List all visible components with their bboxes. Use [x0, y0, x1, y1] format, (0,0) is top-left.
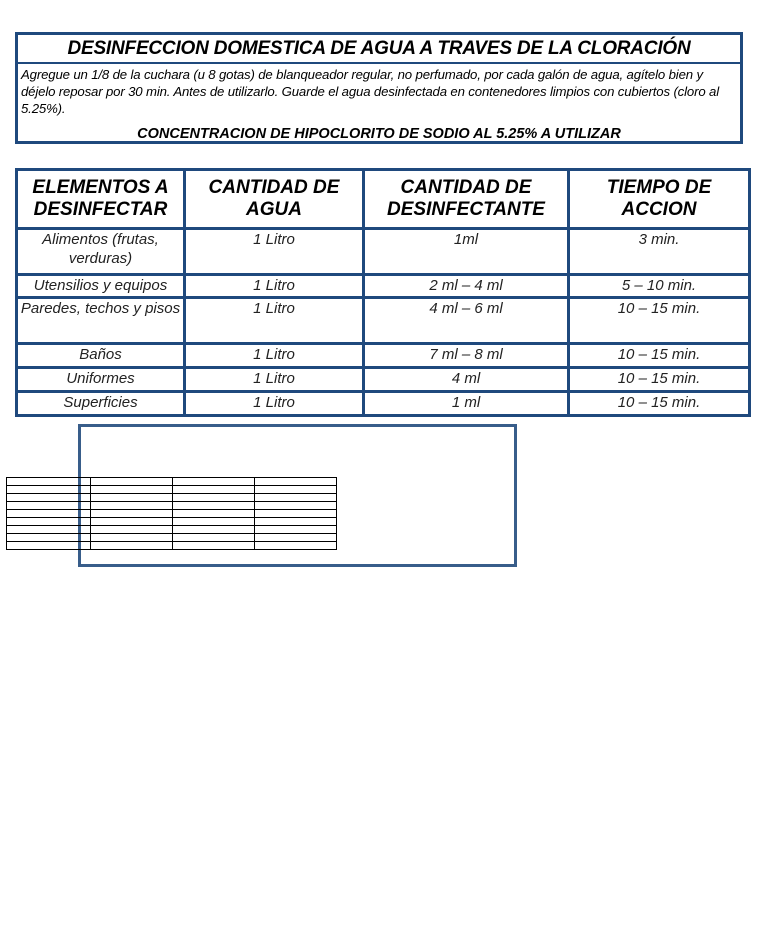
grid-cell — [7, 534, 91, 542]
table-cell: 1 Litro — [185, 344, 364, 368]
grid-cell — [255, 478, 337, 486]
header-water-amount: CANTIDAD DE AGUA — [185, 170, 364, 229]
table-cell: 10 – 15 min. — [569, 344, 750, 368]
table-row — [17, 392, 750, 416]
table-cell: 1 Litro — [185, 229, 364, 275]
grid-cell — [173, 510, 255, 518]
grid-cell — [7, 502, 91, 510]
table-cell: 4 ml – 6 ml — [364, 298, 569, 344]
grid-cell — [173, 494, 255, 502]
header-box — [15, 32, 743, 144]
table-cell: Baños — [17, 344, 185, 368]
instructions-text: Agregue un 1/8 de la cuchara (u 8 gotas) de blanqueador regular, no perfumado, por cada galón de agua, agítelo bien y déjelo reposar por 30 min. Antes de utilizarlo. Guarde el agua desinfectada en contenedores limpios con cubiertos (cloro al 5.25%). — [21, 67, 719, 116]
grid-cell — [7, 510, 91, 518]
grid-cell — [255, 510, 337, 518]
table-cell: 10 – 15 min. — [569, 298, 750, 344]
grid-cell — [7, 478, 91, 486]
table-cell: 1 ml — [364, 392, 569, 416]
document-title: DESINFECCION DOMESTICA DE AGUA A TRAVES DE LA CLORACIÓN — [67, 38, 691, 59]
grid-cell — [7, 494, 91, 502]
grid-cell — [255, 494, 337, 502]
grid-row — [7, 494, 337, 502]
table-cell: Utensilios y equipos — [17, 275, 185, 298]
grid-row — [7, 542, 337, 550]
grid-row — [7, 534, 337, 542]
grid-cell — [7, 518, 91, 526]
table-row — [17, 229, 750, 275]
concentration-subtitle: CONCENTRACION DE HIPOCLORITO DE SODIO AL 5.25% A UTILIZAR — [137, 126, 621, 142]
header-disinfectant-amount: CANTIDAD DE DESINFECTANTE — [364, 170, 569, 229]
grid-cell — [173, 518, 255, 526]
grid-cell — [91, 494, 173, 502]
table-row — [17, 298, 750, 344]
table-cell: Paredes, techos y pisos — [17, 298, 185, 344]
table-cell: 4 ml — [364, 368, 569, 392]
grid-cell — [173, 502, 255, 510]
table-row — [17, 344, 750, 368]
table-cell: 1 Litro — [185, 392, 364, 416]
grid-cell — [91, 478, 173, 486]
grid-cell — [255, 486, 337, 494]
table-row — [17, 368, 750, 392]
table-cell: 1 Litro — [185, 275, 364, 298]
grid-row — [7, 502, 337, 510]
grid-cell — [91, 518, 173, 526]
grid-cell — [7, 526, 91, 534]
grid-cell — [91, 534, 173, 542]
table-row — [17, 275, 750, 298]
grid-row — [7, 486, 337, 494]
table-cell: 1ml — [364, 229, 569, 275]
grid-cell — [173, 526, 255, 534]
table-cell: 3 min. — [569, 229, 750, 275]
grid-cell — [91, 542, 173, 550]
header-action-time: TIEMPO DE ACCION — [569, 170, 750, 229]
table-header-row — [17, 170, 750, 229]
disinfection-table — [15, 168, 751, 417]
grid-cell — [7, 542, 91, 550]
grid-row — [7, 478, 337, 486]
grid-cell — [255, 518, 337, 526]
grid-cell — [173, 478, 255, 486]
header-elements: ELEMENTOS A DESINFECTAR — [17, 170, 185, 229]
grid-cell — [255, 542, 337, 550]
grid-cell — [91, 510, 173, 518]
grid-cell — [173, 486, 255, 494]
table-cell: 10 – 15 min. — [569, 392, 750, 416]
table-cell: 2 ml – 4 ml — [364, 275, 569, 298]
table-cell: Uniformes — [17, 368, 185, 392]
grid-row — [7, 518, 337, 526]
table-cell: 5 – 10 min. — [569, 275, 750, 298]
empty-grid — [6, 477, 337, 550]
header-divider — [18, 62, 740, 64]
grid-cell — [173, 534, 255, 542]
table-cell: Superficies — [17, 392, 185, 416]
table-cell: Alimentos (frutas, verduras) — [17, 229, 185, 275]
table-cell: 10 – 15 min. — [569, 368, 750, 392]
grid-cell — [91, 526, 173, 534]
table-cell: 1 Litro — [185, 298, 364, 344]
grid-cell — [255, 534, 337, 542]
grid-row — [7, 526, 337, 534]
grid-cell — [7, 486, 91, 494]
grid-cell — [255, 502, 337, 510]
grid-cell — [173, 542, 255, 550]
grid-cell — [91, 502, 173, 510]
grid-cell — [91, 486, 173, 494]
table-cell: 1 Litro — [185, 368, 364, 392]
table-cell: 7 ml – 8 ml — [364, 344, 569, 368]
grid-row — [7, 510, 337, 518]
grid-cell — [255, 526, 337, 534]
